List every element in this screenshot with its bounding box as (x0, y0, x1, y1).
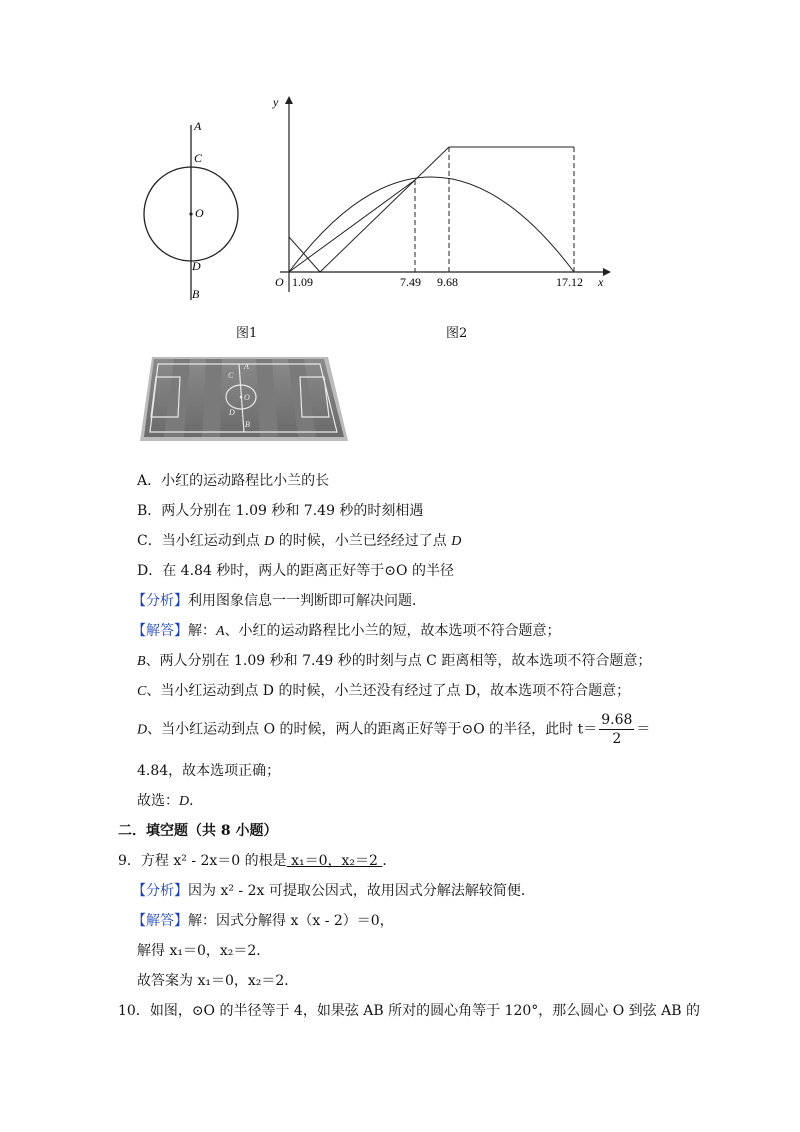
option-d: D．在 4.84 秒时，两人的距离正好等于⊙O 的半径 (137, 563, 454, 579)
answer-q8-line5: 4.84，故本选项正确； (137, 763, 281, 779)
q9-analysis: 【分析】因为 x² - 2x 可提取公因式，故用因式分解法解较简便． (132, 883, 535, 899)
figure-1-caption: 图1 (236, 326, 258, 341)
figure-2-caption: 图2 (446, 326, 468, 341)
figure-2 (265, 92, 615, 302)
tick-9-68: 9.68 (437, 275, 458, 289)
label-b: B (192, 287, 200, 301)
label-a: A (194, 119, 202, 133)
falling-line (289, 237, 320, 272)
center-dot (189, 212, 192, 215)
y-axis-label: y (273, 95, 279, 109)
q9-final: 故答案为 x₁＝0，x₂＝2． (137, 973, 299, 989)
label-d: D (192, 259, 201, 273)
field-label-c: C (228, 371, 234, 380)
answer-q8-line1: 【解答】解：A、小红的运动路程比小兰的短，故本选项不符合题意； (132, 623, 561, 639)
q9-stem: 9．方程 x² - 2x＝0 的根是 x₁＝0，x₂＝2 ． (118, 853, 397, 869)
analysis-tag: 【分析】 (132, 593, 188, 609)
answer-q8-line2: B、两人分别在 1.09 秒和 7.49 秒的时刻与点 C 距离相等，故本选项不符合题意； (137, 653, 652, 669)
tick-7-49: 7.49 (400, 275, 421, 289)
option-c: C．当小红运动到点 D 的时候，小兰已经经过了点 D (137, 533, 462, 549)
answer-q8-line6: 故选：D． (137, 793, 204, 809)
analysis-q8: 【分析】利用图象信息一一判断即可解决问题． (132, 593, 426, 609)
label-o: O (195, 206, 204, 220)
fraction-9-68-over-2: $\frac{9.68}{2}$ (601, 712, 633, 747)
field-label-a: A (244, 362, 249, 371)
parabola (289, 177, 574, 272)
y-axis-arrow (285, 96, 293, 104)
option-a: A．小红的运动路程比小兰的长 (137, 473, 330, 489)
x-axis-arrow (603, 268, 611, 276)
field-center-dot (240, 396, 243, 399)
x-axis-label: x (598, 275, 604, 289)
answer-tag: 【解答】 (132, 623, 188, 639)
field-label-b: B (245, 420, 250, 429)
q9-solve: 解得 x₁＝0，x₂＝2． (137, 943, 271, 959)
q9-answer-blank: x₁＝0，x₂＝2 (286, 853, 383, 869)
tick-1-09: 1.09 (292, 275, 313, 289)
answer-q8-line3: C、当小红运动到点 D 的时候，小兰还没有经过了点 D，故本选项不符合题意； (137, 683, 631, 699)
field-label-o: O (244, 393, 250, 402)
rising-line-2 (320, 147, 449, 272)
section-2-title: 二．填空题（共 8 小题） (118, 823, 278, 839)
figure-1 (130, 110, 260, 310)
option-b: B．两人分别在 1.09 秒和 7.49 秒的时刻相遇 (137, 503, 424, 519)
q10-stem: 10．如图，⊙O 的半径等于 4，如果弦 AB 所对的圆心角等于 120°，那么圆心 O 到弦 AB 的 (118, 1003, 700, 1019)
q9-answer: 【解答】解：因式分解得 x（x - 2）＝0， (132, 913, 394, 929)
rising-line-1 (289, 180, 415, 272)
origin-label: O (275, 275, 284, 289)
label-c: C (194, 151, 203, 165)
tick-17-12: 17.12 (556, 275, 583, 289)
answer-q8-line4: D、当小红运动到点 O 的时候，两人的距离正好等于⊙O 的半径，此时 t＝ $\frac{9.68}{2}$ ＝ (137, 712, 651, 747)
field-label-d: D (229, 408, 235, 417)
soccer-field-image (138, 355, 350, 445)
